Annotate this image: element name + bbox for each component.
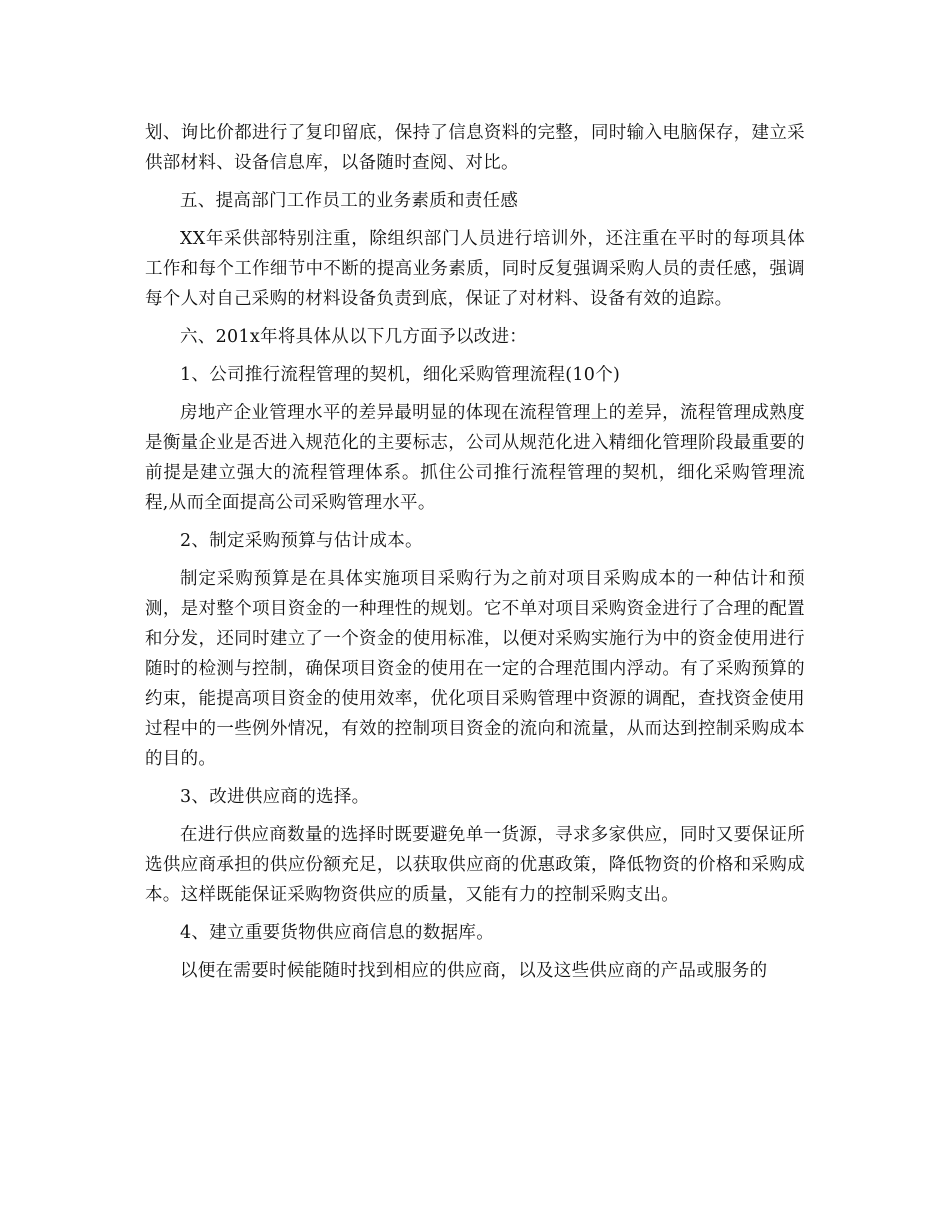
paragraph-body: 以便在需要时候能随时找到相应的供应商，以及这些供应商的产品或服务的 <box>180 961 768 981</box>
paragraph-continuation: 划、询比价都进行了复印留底，保持了信息资料的完整，同时输入电脑保存，建立采供部材料、设备信息库，以备随时查阅、对比。 <box>145 123 805 173</box>
paragraph-body: 房地产企业管理水平的差异最明显的体现在流程管理上的差异，流程管理成熟度是衡量企业是否进入规范化的主要标志，公司从规范化进入精细化管理阶段最重要的前提是建立强大的流程管理体系。抓住公司推行流程管理的契机，细化采购管理流程,从而全面提高公司采购管理水平。 <box>145 403 805 513</box>
section-heading-6: 六、201x年将具体从以下几方面予以改进： <box>180 327 528 347</box>
subheading-2: 2、制定采购预算与估计成本。 <box>180 531 423 551</box>
section-heading-5: 五、提高部门工作员工的业务素质和责任感 <box>180 191 519 211</box>
subheading-1: 1、公司推行流程管理的契机，细化采购管理流程(10个) <box>180 365 621 385</box>
paragraph-body: XX年采供部特别注重，除组织部门人员进行培训外，还注重在平时的每项具体工作和每个工作细节中不断的提高业务素质，同时反复强调采购人员的责任感，强调每个人对自己采购的材料设备负责到底，保证了对材料、设备有效的追踪。 <box>145 229 805 309</box>
paragraph-body: 在进行供应商数量的选择时既要避免单一货源，寻求多家供应，同时又要保证所选供应商承担的供应份额充足，以获取供应商的优惠政策，降低物资的价格和采购成本。这样既能保证采购物资供应的质量，又能有力的控制采购支出。 <box>145 825 805 905</box>
document-body <box>145 118 805 994</box>
paragraph-body: 制定采购预算是在具体实施项目采购行为之前对项目采购成本的一种估计和预测，是对整个项目资金的一种理性的规划。它不单对项目采购资金进行了合理的配置和分发，还同时建立了一个资金的使用标准，以便对采购实施行为中的资金使用进行随时的检测与控制，确保项目资金的使用在一定的合理范围内浮动。有了采购预算的约束，能提高项目资金的使用效率，优化项目采购管理中资源的调配，查找资金使用过程中的一些例外情况，有效的控制项目资金的流向和流量，从而达到控制采购成本的目的。 <box>145 569 805 769</box>
subheading-3: 3、改进供应商的选择。 <box>180 787 370 807</box>
subheading-4: 4、建立重要货物供应商信息的数据库。 <box>180 923 495 943</box>
